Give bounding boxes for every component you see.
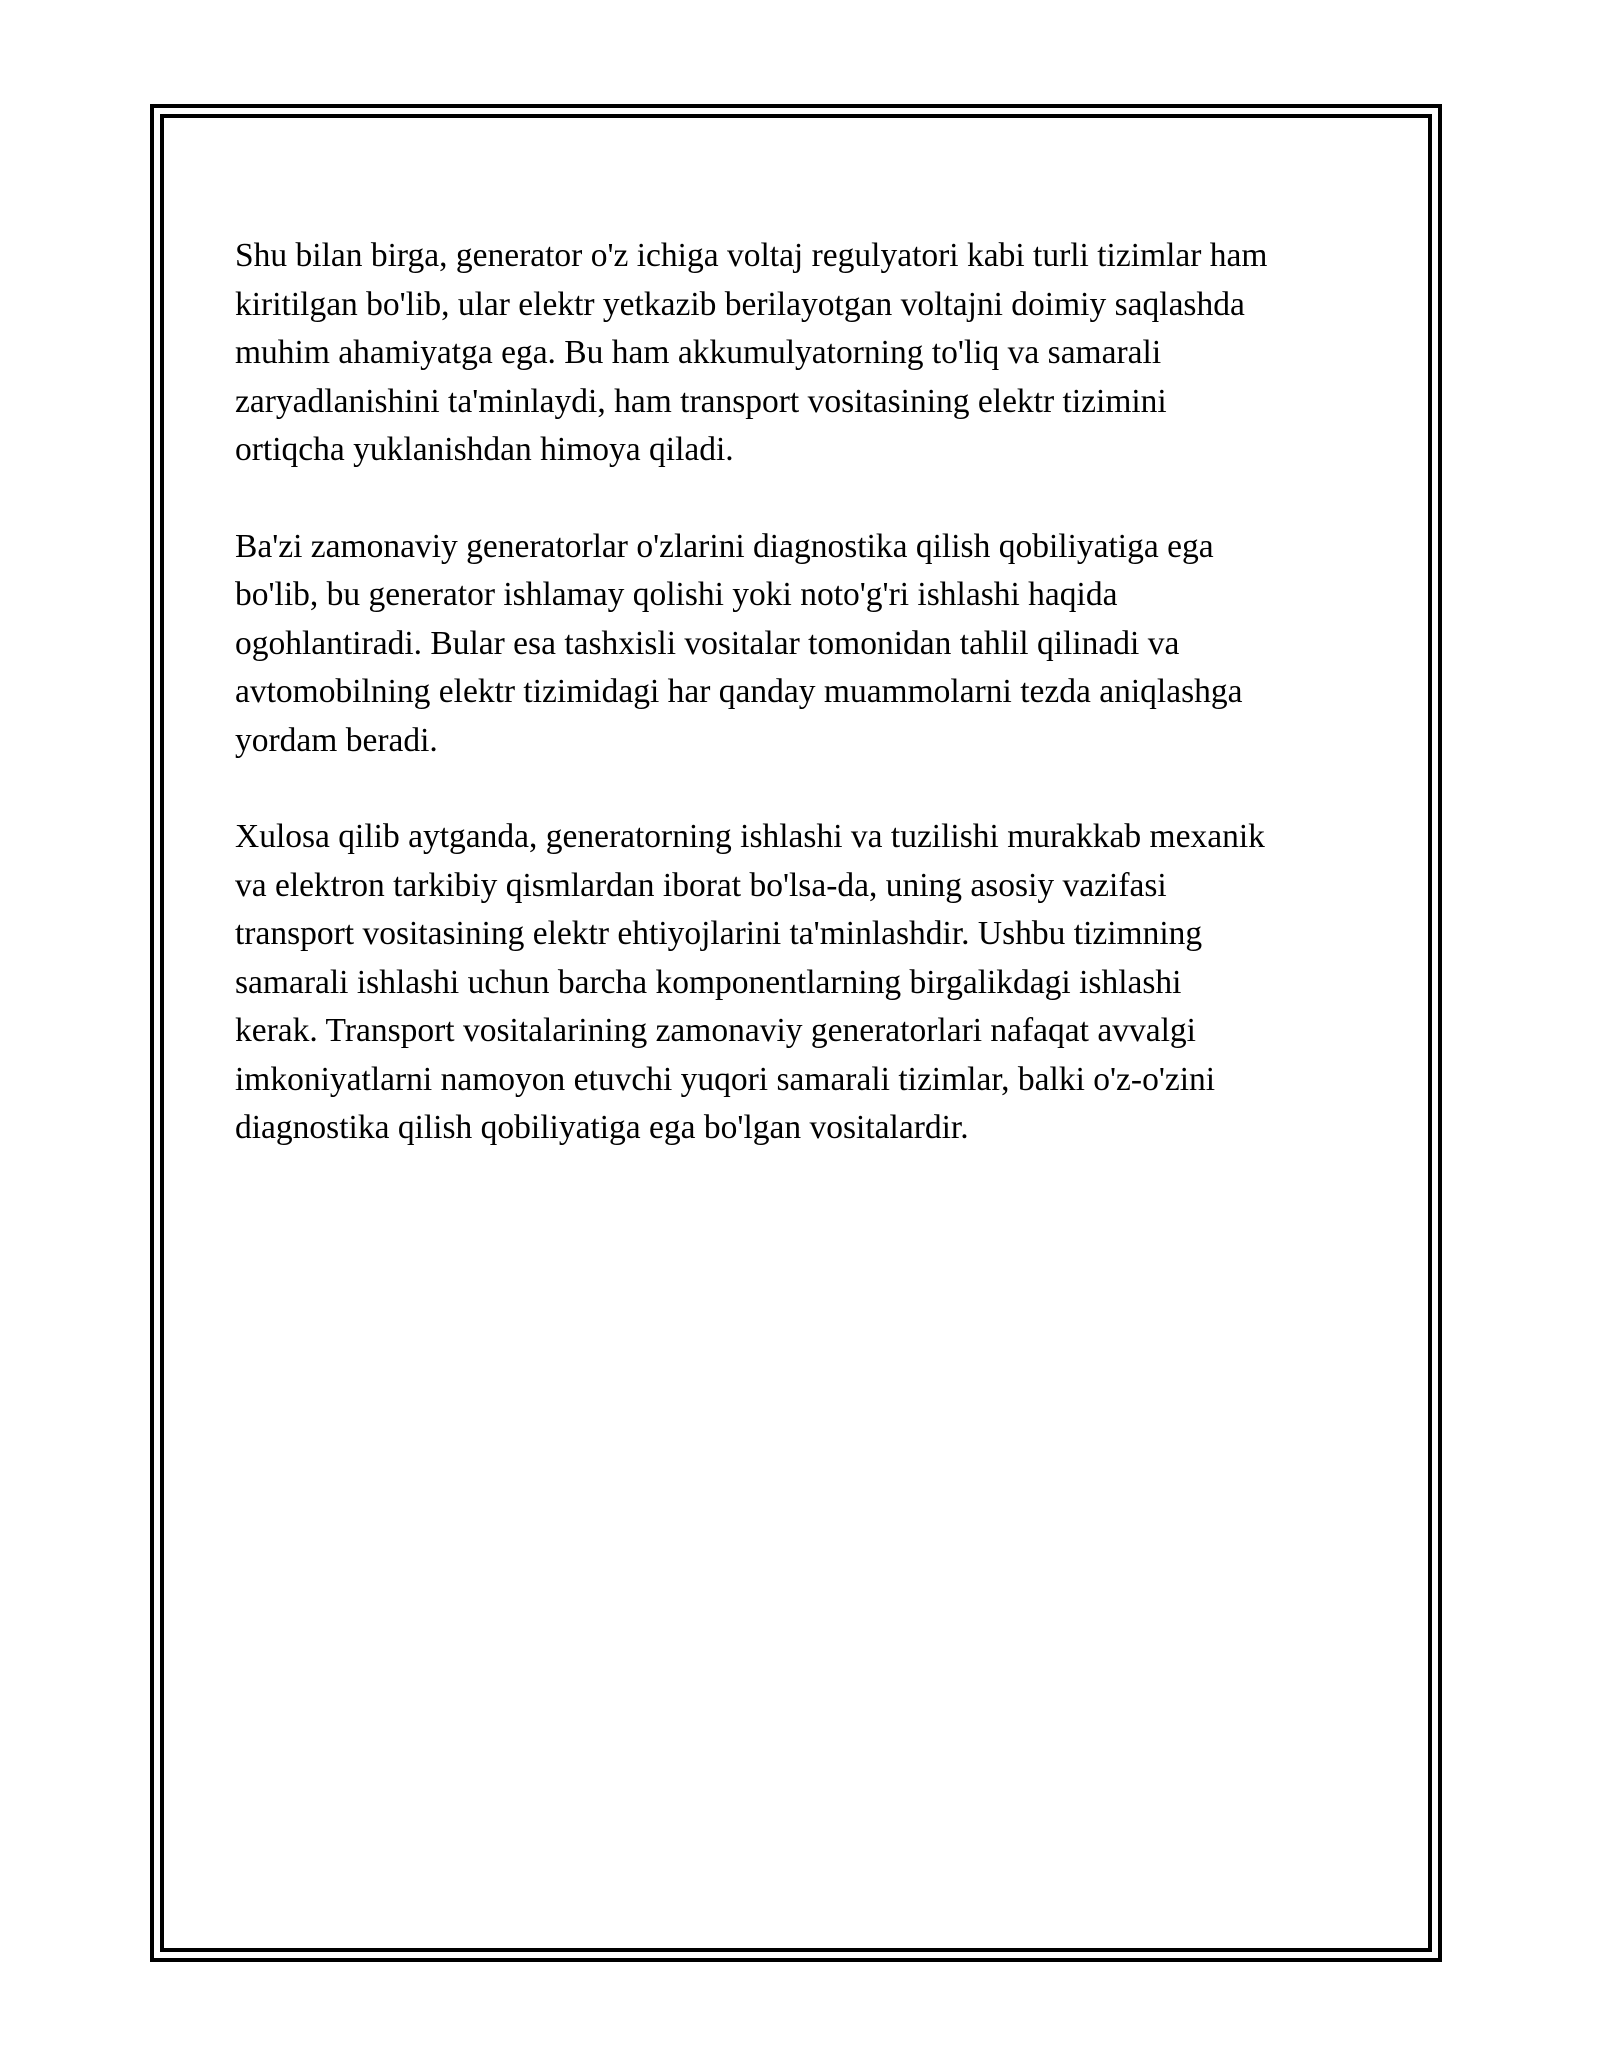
paragraph-3: Xulosa qilib aytganda, generatorning ishlashi va tuzilishi murakkab mexanik va elektron tarkibiy qismlardan iborat bo'lsa-da, uning asosiy vazifasi transport vositasining elektr ehtiyojlarini ta'minlashdir. Ushbu tizimning samarali ishlashi uchun barcha komponentlarning birgalikdagi ishlashi kerak. Transport vositalarining zamonaviy generatorlari nafaqat avvalgi imkoniyatlarni namoyon etuvchi yuqori samarali tizimlar, balki o'z-o'zini diagnostika qilish qobiliyatiga ega bo'lgan vositalardir. — [235, 818, 1265, 1146]
document-body — [235, 232, 1375, 1153]
paragraph-2: Ba'zi zamonaviy generatorlar o'zlarini diagnostika qilish qobiliyatiga ega bo'lib, bu generator ishlamay qolishi yoki noto'g'ri ishlashi haqida ogohlantiradi. Bular esa tashxisli vositalar tomonidan tahlil qilinadi va avtomobilning elektr tizimidagi har qanday muammolarni tezda aniqlashga yordam beradi. — [235, 527, 1243, 759]
paragraph-1: Shu bilan birga, generator o'z ichiga voltaj regulyatori kabi turli tizimlar ham kiritilgan bo'lib, ular elektr yetkazib berilayotgan voltajni doimiy saqlashda muhim ahamiyatga ega. Bu ham akkumulyatorning to'liq va samarali zaryadlanishini ta'minlaydi, ham transport vositasining elektr tizimini ortiqcha yuklanishdan himoya qiladi. — [235, 237, 1268, 468]
